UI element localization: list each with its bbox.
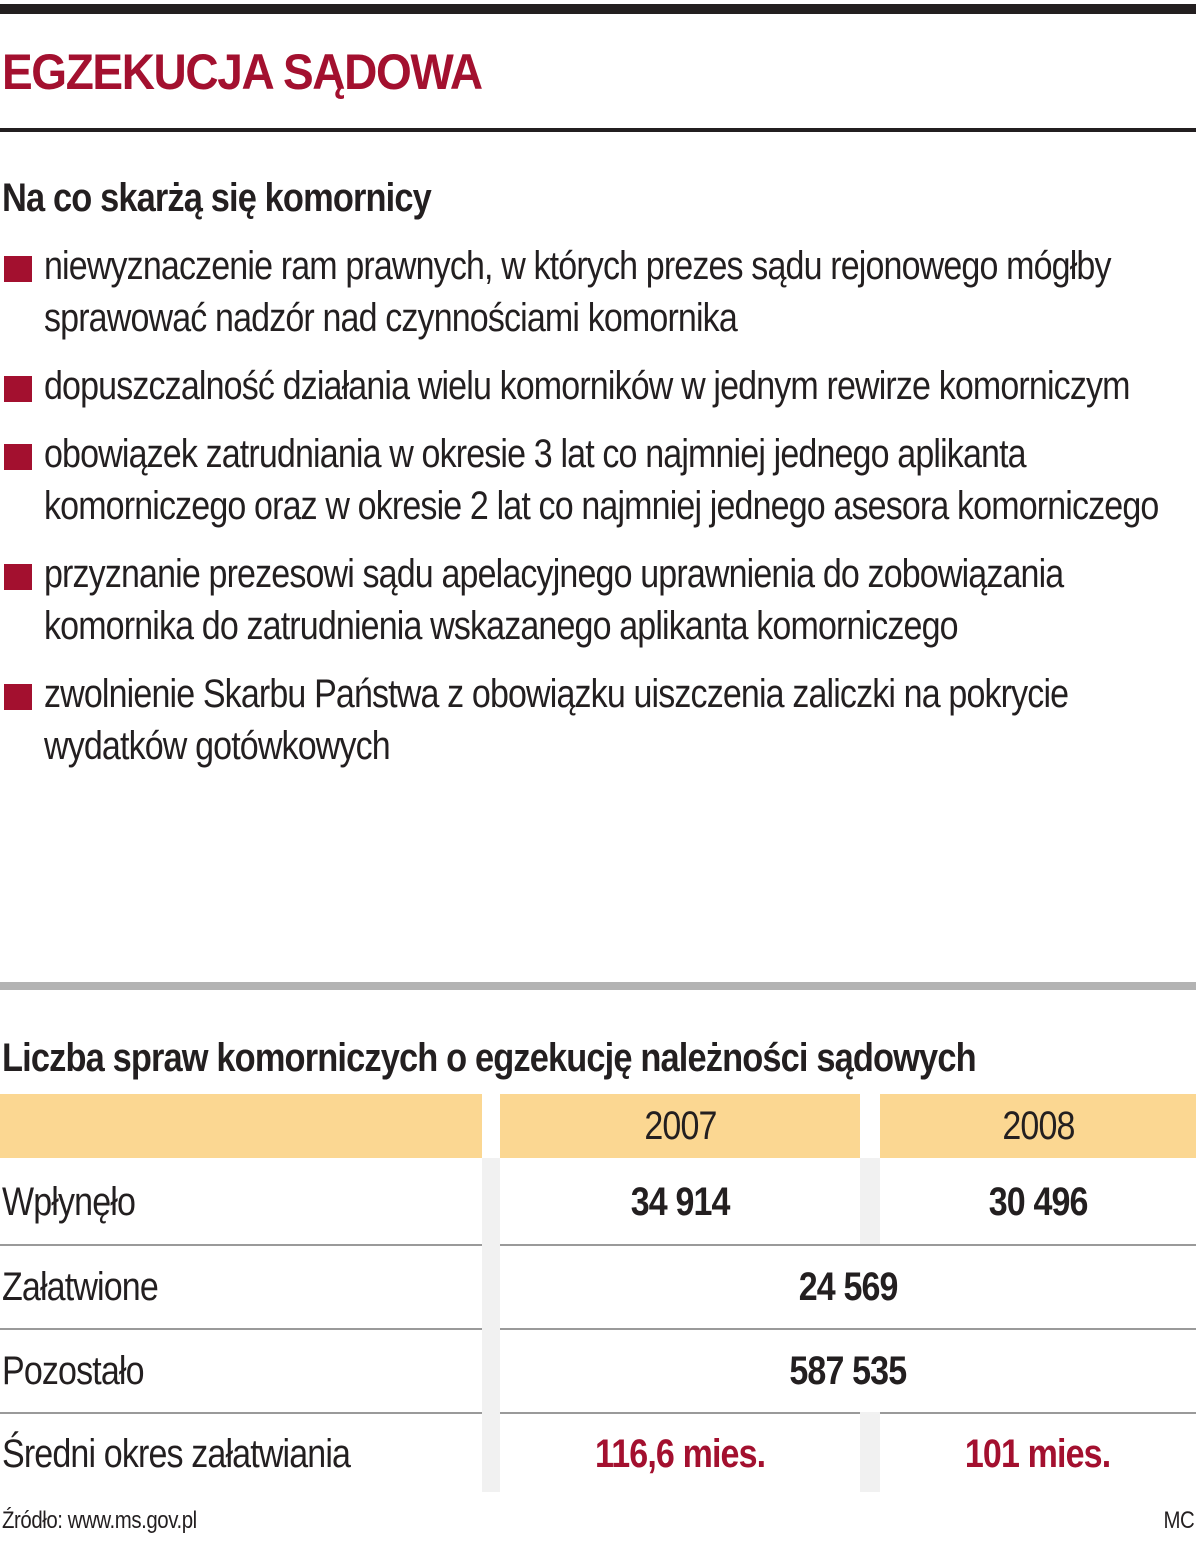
- table-cell-combined: [500, 1246, 1196, 1328]
- section-divider: [0, 982, 1196, 990]
- table-row-label: [2, 1246, 482, 1328]
- list-item: [0, 548, 1200, 652]
- top-rule: [0, 4, 1196, 14]
- row-label-text: Pozostało: [2, 1348, 144, 1393]
- complaints-list: [0, 240, 1200, 788]
- page-title: EGZEKUCJA SĄDOWA: [2, 44, 482, 100]
- table-row-label: [2, 1330, 482, 1412]
- row-label-text: Załatwione: [2, 1264, 158, 1309]
- table-cell-2007: [500, 1414, 860, 1494]
- cell-value: 30 496: [988, 1179, 1088, 1224]
- bullet-square-icon: [4, 256, 32, 282]
- table-row-label: [2, 1160, 482, 1244]
- source-note: Źródło: www.ms.gov.pl: [2, 1507, 197, 1534]
- bullet-square-icon: [4, 376, 32, 402]
- column-header-2007: [500, 1094, 860, 1158]
- author-credit: MC: [1163, 1507, 1194, 1534]
- row-label-text: Wpłynęło: [2, 1179, 136, 1224]
- table-cell-2008: [880, 1414, 1196, 1494]
- list-item-text: przyznanie prezesowi sądu apelacyjnego uprawnienia do zobowiązania komornika do zatrudnienia wskazanego aplikanta komorniczego: [44, 552, 1064, 648]
- complaints-heading: Na co skarżą się komornicy: [2, 176, 431, 220]
- bullet-square-icon: [4, 564, 32, 590]
- table-cell-combined: [500, 1330, 1196, 1412]
- bullet-square-icon: [4, 444, 32, 470]
- list-item-text: dopuszczalność działania wielu komorników w jednym rewirze komorniczym: [44, 364, 1130, 408]
- bullet-square-icon: [4, 684, 32, 710]
- list-item: [0, 668, 1200, 772]
- column-header-label: 2008: [1001, 1103, 1075, 1148]
- list-item-text: zwolnienie Skarbu Państwa z obowiązku uiszczenia zaliczki na pokrycie wydatków gotówkowych: [44, 672, 1069, 768]
- cell-value: 587 535: [789, 1348, 907, 1393]
- table-cell-2007: [500, 1160, 860, 1244]
- cell-value: 34 914: [630, 1179, 730, 1224]
- list-item: [0, 360, 1200, 412]
- column-header-2008: [880, 1094, 1196, 1158]
- column-header-label: 2007: [643, 1103, 717, 1148]
- table-header-blank: [0, 1094, 482, 1158]
- cell-value: 116,6 mies.: [594, 1431, 766, 1476]
- row-label-text: Średni okres załatwiania: [2, 1431, 351, 1476]
- stats-heading: Liczba spraw komorniczych o egzekucję należności sądowych: [2, 1036, 976, 1080]
- cell-value: 101 mies.: [965, 1431, 1111, 1476]
- list-item-text: obowiązek zatrudniania w okresie 3 lat co najmniej jednego aplikanta komorniczego oraz w okresie 2 lat co najmniej jednego asesora komorniczego: [44, 432, 1159, 528]
- cell-value: 24 569: [798, 1264, 898, 1309]
- table-row-label: [2, 1414, 482, 1494]
- title-rule: [0, 128, 1196, 132]
- list-item: [0, 240, 1200, 344]
- list-item: [0, 428, 1200, 532]
- list-item-text: niewyznaczenie ram prawnych, w których prezes sądu rejonowego mógłby sprawować nadzór nad czynnościami komornika: [44, 244, 1111, 340]
- table-cell-2008: [880, 1160, 1196, 1244]
- column-gutter: [482, 1158, 500, 1492]
